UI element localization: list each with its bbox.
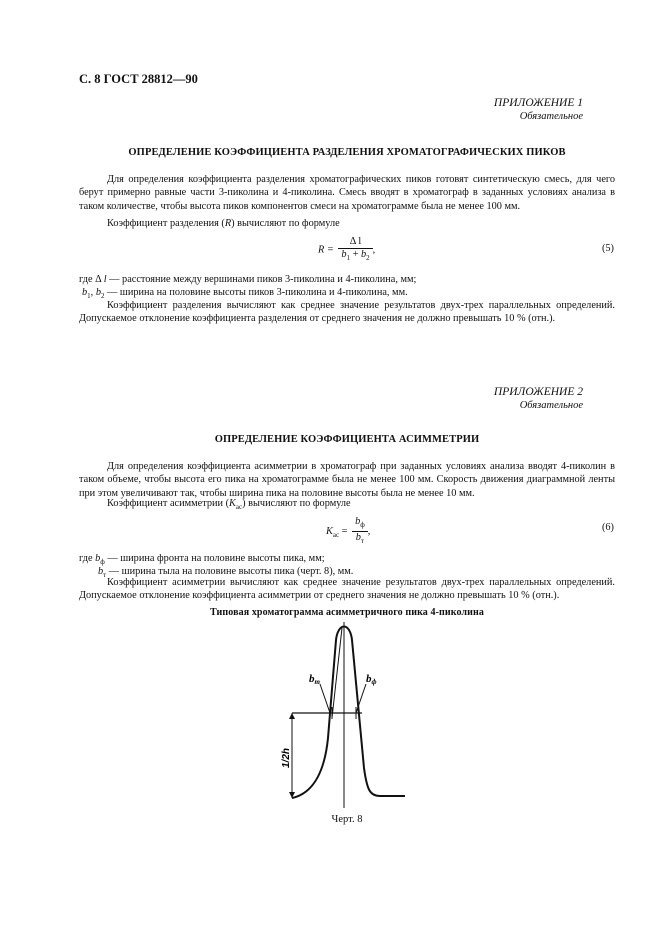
appendix2-para3: Коэффициент асимметрии вычисляют как среднее значение результатов двух-трех параллельных определений. Допускаемое отклонение коэффициента асимметрии от среднего значения не должно превышать 10 % (отн.). xyxy=(79,577,615,602)
appendix1-label: ПРИЛОЖЕНИЕ 1 xyxy=(493,97,583,109)
appendix2-para2: Коэффициент асимметрии $(K_{ас})$ вычисляют по формуле xyxy=(107,498,351,512)
label-bt: bт xyxy=(309,673,320,686)
appendix1-where1: где Δ l — расстояние между вершинами пиков 3-пиколина и 4-пиколина, мм; xyxy=(79,274,417,285)
bt-leader xyxy=(320,684,330,713)
appendix1-status: Обязательное xyxy=(519,111,583,122)
chromatogram-figure xyxy=(270,618,420,818)
appendix1-para3: Коэффициент разделения вычисляют как среднее значение результатов двух-трех параллельных определений. Допускаемое отклонение коэффициента разделения от среднего значения не должно превышать 10 % (отн.). xyxy=(79,300,615,325)
formula-6: $K_{ас}$ = $\frac{b_ф}{b_т}$ , xyxy=(326,516,371,546)
appendix1-title: ОПРЕДЕЛЕНИЕ КОЭФФИЦИЕНТА РАЗДЕЛЕНИЯ ХРОМАТОГРАФИЧЕСКИХ ПИКОВ xyxy=(128,147,566,158)
appendix2-label-block xyxy=(494,385,583,413)
label-half-h: 1/2h xyxy=(281,747,292,768)
eq-number-5: (5) xyxy=(601,243,614,254)
appendix2-para1: Для определения коэффициента асимметрии в хроматограф при заданных условиях анализа вводят 4-пиколин в таком объеме, чтобы высота его пика на хроматограмме была не менее 100 мм. Скорость движения диаграммной ленты при этом увеличивают так, чтобы ширина пика на половине высоты была не менее 10 мм. xyxy=(79,461,615,499)
appendix2-title: ОПРЕДЕЛЕНИЕ КОЭФФИЦИЕНТА АСИММЕТРИИ xyxy=(214,434,480,445)
appendix2-label: ПРИЛОЖЕНИЕ 2 xyxy=(493,386,583,398)
peak-outline xyxy=(292,627,405,799)
appendix1-where2: $b_1$, $b_2$ — ширина на половине высоты пиков 3-пиколина и 4-пиколина, мм. xyxy=(82,287,408,301)
label-bf: bф xyxy=(366,673,377,686)
appendix1-label-block xyxy=(494,96,583,124)
appendix2-where2: $b_т$ — ширина тыла на половине высоты пика (черт. 8), мм. xyxy=(98,566,354,580)
formula-5: R = $\frac{\text{Δ l}}{b_1 + b_2}$ , xyxy=(318,236,376,263)
appendix2-where1: где $b_ф$ — ширина фронта на половине высоты пика, мм; xyxy=(79,553,325,567)
figure-title: Типовая хроматограмма асимметричного пика 4-пиколина xyxy=(210,607,484,618)
page-header: С. 8 ГОСТ 28812—90 xyxy=(79,72,198,86)
appendix1-para1: Для определения коэффициента разделения хроматографических пиков готовят синтетическую смесь, для чего берут примерно равные части 3-пиколина и 4-пиколина. Смесь вводят в хроматограф в заданных условиях анализа в таком количестве, чтобы высота пиков компонентов смеси на хроматограмме была не менее 100 мм. xyxy=(79,174,615,212)
figure-caption: Черт. 8 xyxy=(331,814,363,825)
appendix2-status: Обязательное xyxy=(519,400,583,411)
eq-number-6: (6) xyxy=(601,522,614,533)
appendix1-para2: Коэффициент разделения (R) вычисляют по формуле xyxy=(107,218,340,229)
